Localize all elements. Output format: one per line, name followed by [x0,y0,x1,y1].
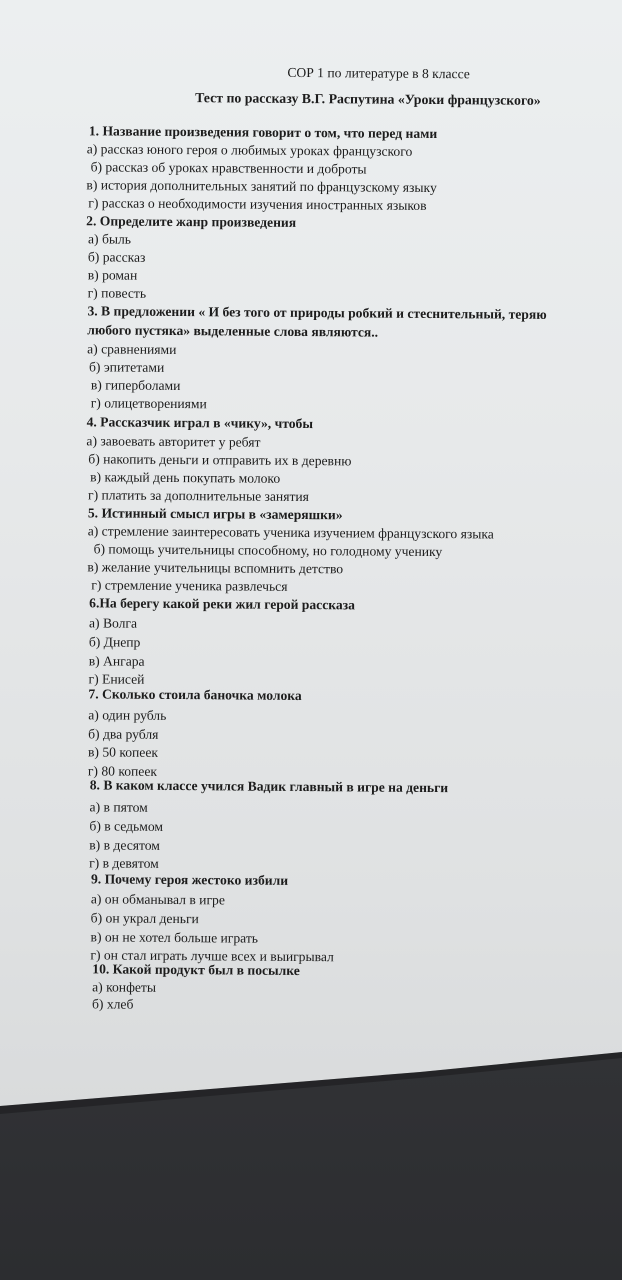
question-4-option-c: в) каждый день покупать молоко [90,469,281,486]
question-4-option-a: а) завоевать авторитет у ребят [86,433,261,450]
question-7-option-a: а) один рубль [88,707,167,723]
question-8-option-c: в) в десятом [89,837,160,853]
question-9-option-d: г) он стал играть лучше всех и выигрывал [90,947,334,965]
question-7-option-b: б) два рубля [88,726,159,742]
question-1-option-a: а) рассказ юного героя о любимых уроках французского [86,141,413,159]
question-1-option-b: б) рассказ об уроках нравственности и доброты [90,159,367,177]
question-5-option-c: в) желание учительницы вспомнить детство [87,559,344,577]
question-9-option-a: а) он обманывал в игре [90,891,225,908]
question-3-option-d: г) олицетворениями [90,395,207,412]
question-5: 5. Истинный смысл игры в «замеряшки» [87,505,343,523]
question-6-option-d: г) Енисей [88,671,145,687]
question-10-option-a: а) конфеты [92,979,157,995]
question-2: 2. Определите жанр произведения [86,213,297,230]
question-8: 8. В каком классе учился Вадик главный в игре на деньги [89,777,449,796]
document-subtitle: Тест по рассказу В.Г. Распутина «Уроки французского» [195,90,541,108]
document-header: СОР 1 по литературе в 8 классе [287,64,470,82]
question-9-option-b: б) он украл деньги [90,910,199,927]
question-1-option-c: в) история дополнительных занятий по французскому языку [86,177,437,196]
question-3: 3. В предложении « И без того от природы робкий и стеснительный, теряю [87,303,547,322]
question-8-option-d: г) в девятом [89,855,159,871]
question-6-option-a: а) Волга [88,615,138,631]
question-8-option-a: а) в пятом [89,799,148,815]
question-3-option-c: в) гиперболами [90,377,181,394]
question-5-option-b: б) помощь учительницы способному, но голодному ученику [93,541,443,560]
question-10: 10. Какой продукт был в посылке [92,961,300,979]
question-10-option-b: б) хлеб [91,996,134,1012]
question-7-option-d: г) 80 копеек [87,763,158,779]
question-1-option-d: г) рассказ о необходимости изучения иностранных языков [88,195,427,213]
question-5-option-a: а) стремление заинтересовать ученика изучением французского языка [87,523,494,542]
question-7: 7. Сколько стоила баночка молока [88,686,302,704]
question-9: 9. Почему героя жестоко избили [90,871,289,888]
question-6-option-b: б) Днепр [88,634,141,650]
question-3-continuation: любого пустяка» выделенные слова являются.. [87,322,379,340]
question-3-option-b: б) эпитетами [88,359,165,375]
question-2-option-d: г) повесть [87,285,147,301]
question-2-option-a: а) быль [87,231,132,247]
question-4-option-b: б) накопить деньги и отправить их в деревню [88,451,352,469]
question-2-option-b: б) рассказ [87,249,146,265]
question-2-option-c: в) роман [87,267,138,283]
question-7-option-c: в) 50 копеек [87,744,159,760]
question-1: 1. Название произведения говорит о том, что перед нами [88,123,438,142]
question-6-option-c: в) Ангара [88,653,145,669]
question-3-option-a: а) сравнениями [87,341,177,358]
question-4: 4. Рассказчик играл в «чику», чтобы [86,414,314,432]
question-8-option-b: б) в седьмом [89,818,164,834]
question-9-option-c: в) он не хотел больше играть [90,929,259,946]
question-5-option-d: г) стремление ученика развлечься [91,577,288,594]
question-4-option-d: г) платить за дополнительные занятия [87,487,310,505]
question-6: 6.На берегу какой реки жил герой рассказа [89,595,356,613]
